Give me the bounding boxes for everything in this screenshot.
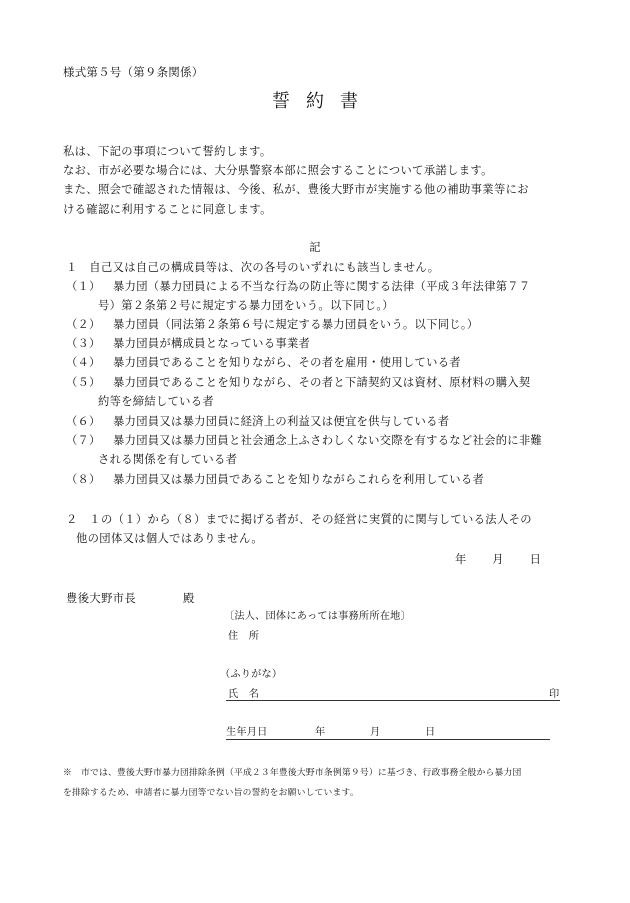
intro-line-2: なお、市が必要な場合には、大分県警察本部に照会することについて承諾します。 — [63, 164, 493, 177]
item-number: （８） — [66, 473, 101, 486]
name-field-line[interactable] — [226, 700, 560, 701]
item-number: （３） — [66, 337, 101, 350]
item-number: （２） — [66, 318, 101, 331]
date-line: 年 月 日 — [455, 553, 542, 566]
footnote-line-1: ※ 市では、豊後大野市暴力団排除条例（平成２３年豊後大野市条例第９号）に基づき、行政事務全般から暴力団 — [63, 768, 522, 778]
seal-mark: 印 — [549, 689, 560, 700]
birth-date-field-line[interactable] — [226, 739, 550, 740]
item-text: 暴力団員又は暴力団員であることを知りながらこれらを利用している者 — [113, 473, 485, 486]
item-text-continued: 号）第２条第２号に規定する暴力団をいう。以下同じ。） — [98, 299, 394, 312]
item-number: （７） — [66, 434, 101, 447]
section-1-heading: １ 自己又は自己の構成員等は、次の各号のいずれにも該当しません。 — [66, 261, 440, 274]
item-number: （４） — [66, 356, 101, 369]
item-text: 暴力団（暴力団員による不当な行為の防止等に関する法律（平成３年法律第７７ — [113, 280, 531, 293]
corp-address-note: 〔法人、団体にあっては事務所所在地〕 — [224, 611, 411, 622]
item-number: （５） — [66, 376, 101, 389]
item-text-continued: される関係を有している者 — [98, 453, 238, 466]
ki-heading: 記 — [309, 241, 321, 254]
section-2-line-1: ２ １の（１）から（８）までに掲げる者が、その経営に実質的に関与している法人その — [66, 513, 532, 526]
item-text: 暴力団員（同法第２条第６号に規定する暴力団員をいう。以下同じ。） — [113, 318, 479, 331]
section-2-line-2: 他の団体又は個人ではありません。 — [76, 532, 264, 545]
addressee-name: 豊後大野市長 — [66, 592, 137, 605]
item-text: 暴力団員又は暴力団員と社会通念上ふさわしくない交際を有するなど社会的に非難 — [113, 434, 543, 447]
item-text: 暴力団員又は暴力団員に経済上の利益又は便宜を供与している者 — [113, 415, 450, 428]
birth-year-label: 年 — [315, 727, 326, 738]
birth-month-label: 月 — [370, 727, 381, 738]
name-label: 氏 名 — [228, 689, 260, 700]
item-number: （１） — [66, 280, 101, 293]
birth-day-label: 日 — [425, 727, 436, 738]
item-text: 暴力団員が構成員となっている事業者 — [113, 337, 311, 350]
item-number: （６） — [66, 415, 101, 428]
intro-line-1: 私は、下記の事項について誓約します。 — [63, 145, 272, 158]
intro-line-3a: また、照会で確認された情報は、今後、私が、豊後大野市が実施する他の補助事業等にお — [63, 183, 529, 196]
item-text: 暴力団員であることを知りながら、その者と下請契約又は資材、原材料の購入契 — [113, 376, 531, 389]
furigana-label: （ふりがな） — [220, 669, 283, 680]
footnote-line-2: を排除するため、申請者に暴力団等でない旨の誓約をお願いしています。 — [63, 788, 359, 798]
intro-line-3b: ける確認に利用することに同意します。 — [63, 203, 272, 216]
address-label: 住 所 — [228, 631, 260, 642]
item-text: 暴力団員であることを知りながら、その者を雇用・使用している者 — [113, 356, 461, 369]
birth-date-label: 生年月日 — [226, 727, 268, 738]
form-number: 様式第５号（第９条関係） — [63, 65, 204, 79]
item-text-continued: 約等を締結している者 — [98, 395, 214, 408]
addressee-honorific: 殿 — [183, 592, 195, 605]
document-title: 誓約書 — [272, 91, 374, 112]
